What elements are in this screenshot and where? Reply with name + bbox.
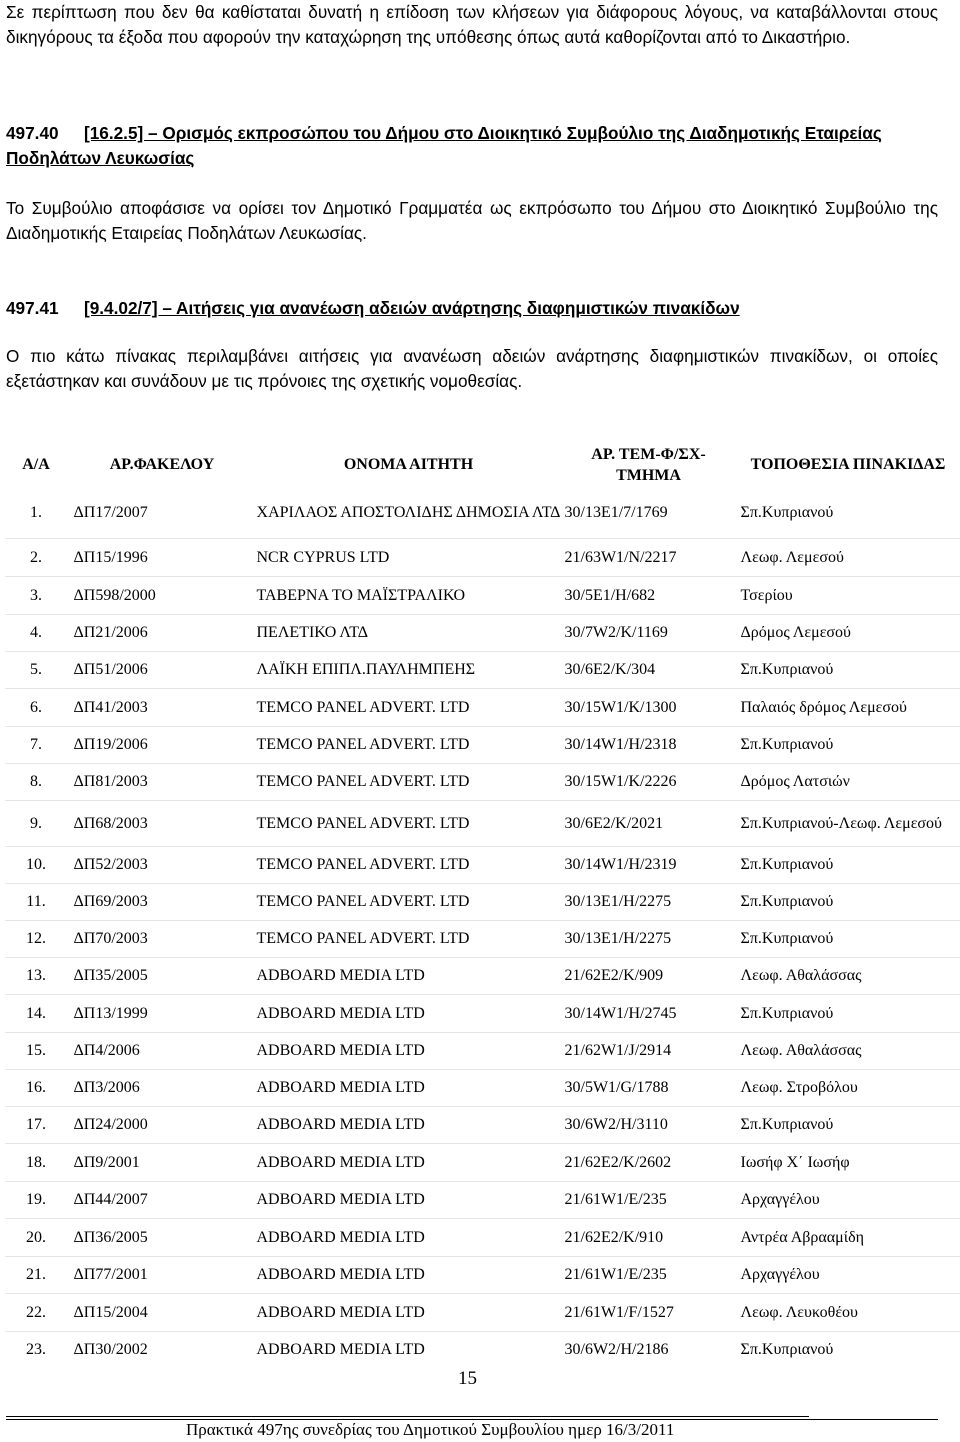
reference-cell: 30/13Ε1/7/1769 <box>564 503 668 521</box>
location-cell: Λεωφ. Λεμεσού <box>737 539 960 577</box>
file-number-cell: ΔΠ598/2000 <box>68 577 257 615</box>
applicant-name-cell: TEMCO PANEL ADVERT. LTD <box>257 847 561 884</box>
reference-cell: 30/15W1/K/2226 <box>561 764 737 801</box>
table-row <box>5 1294 960 1332</box>
footer-text: Πρακτικά 497ης συνεδρίας του Δημοτικού Συμβουλίου ημερ 16/3/2011 <box>186 1420 675 1439</box>
location-cell: Σπ.Κυπριανού <box>737 652 960 689</box>
file-number-cell: ΔΠ69/2003 <box>68 884 257 921</box>
location-cell: Λεωφ. Λευκοθέου <box>737 1294 960 1332</box>
file-number-cell: ΔΠ52/2003 <box>68 847 257 884</box>
applicant-name-cell: ADBOARD MEDIA LTD <box>257 1219 561 1257</box>
item-body-497-41: Ο πιο κάτω πίνακας περιλαμβάνει αιτήσεις για ανανέωση αδειών ανάρτησης διαφημιστικών πινακίδων, οι οποίες εξετάστηκαν και συνάδουν με τις πρόνοιες της σχετικής νομοθεσίας. <box>6 346 938 391</box>
file-number-cell: ΔΠ51/2006 <box>68 652 257 689</box>
item-title: [16.2.5] – Ορισμός εκπροσώπου του Δήμου στο Διοικητικό Συμβούλιο της Διαδημοτικής Εταιρείας Ποδηλάτων Λευκωσίας <box>6 123 882 168</box>
row-number: 20. <box>5 1219 68 1257</box>
applicant-name-cell: ADBOARD MEDIA LTD <box>257 1182 561 1219</box>
table-row <box>5 1107 960 1144</box>
applicant-name-cell: ADBOARD MEDIA LTD <box>257 1107 561 1144</box>
file-number-cell: ΔΠ68/2003 <box>68 801 257 847</box>
file-number-cell: ΔΠ9/2001 <box>68 1144 257 1182</box>
location-cell: Σπ.Κυπριανού <box>737 727 960 764</box>
location-cell: Αρχαγγέλου <box>737 1182 960 1219</box>
row-number: 7. <box>5 727 68 764</box>
location-cell: Σπ.Κυπριανού <box>740 503 834 521</box>
table-row <box>5 615 960 652</box>
file-number-cell: ΔΠ36/2005 <box>68 1219 257 1257</box>
reference-cell: 30/5Ε1/Η/682 <box>561 577 737 615</box>
table-row <box>5 1070 960 1107</box>
reference-cell: 21/63W1/N/2217 <box>561 539 737 577</box>
location-cell: Αντρέα Αβρααμίδη <box>737 1219 960 1257</box>
file-number-cell: ΔΠ70/2003 <box>68 921 257 958</box>
file-number-cell: ΔΠ21/2006 <box>68 615 257 652</box>
file-number-cell: ΔΠ3/2006 <box>68 1070 257 1107</box>
table-row <box>5 1182 960 1219</box>
table-row <box>5 1144 960 1182</box>
reference-cell: 30/6W2/H/3110 <box>561 1107 737 1144</box>
table-row <box>5 1219 960 1257</box>
applicant-name-cell: ADBOARD MEDIA LTD <box>257 1144 561 1182</box>
applicant-name-cell: ADBOARD MEDIA LTD <box>257 1070 561 1107</box>
file-number-cell: ΔΠ77/2001 <box>68 1257 257 1294</box>
location-cell: Σπ.Κυπριανού <box>737 1107 960 1144</box>
location-cell: Τσερίου <box>737 577 960 615</box>
applicant-name-cell: ΤΑΒΕΡΝΑ ΤΟ ΜΑΪΣΤΡΑΛΙΚΟ <box>257 577 561 615</box>
applicant-name-cell: TEMCO PANEL ADVERT. LTD <box>257 727 561 764</box>
reference-cell: 30/15W1/K/1300 <box>561 689 737 727</box>
row-number: 15. <box>5 1033 68 1070</box>
row-number: 3. <box>5 577 68 615</box>
reference-cell: 21/62W1/J/2914 <box>561 1033 737 1070</box>
reference-cell: 30/6Ε2/Κ/304 <box>561 652 737 689</box>
reference-cell: 21/61W1/E/235 <box>561 1257 737 1294</box>
reference-cell: 21/61W1/F/1527 <box>561 1294 737 1332</box>
location-cell: Σπ.Κυπριανού <box>737 1332 960 1369</box>
reference-cell: 21/62Ε2/Κ/909 <box>561 958 737 995</box>
applicant-name-cell: ΧΑΡΙΛΑΟΣ ΑΠΟΣΤΟΛΙΔΗΣ ΔΗΜΟΣΙΑ ΛΤΔ <box>256 503 561 521</box>
row-number: 12. <box>5 921 68 958</box>
applicant-name-cell: NCR CYPRUS LTD <box>257 539 561 577</box>
table-row <box>5 689 960 727</box>
table-row <box>5 847 960 884</box>
row-number: 6. <box>5 689 68 727</box>
row-number: 1. <box>30 503 42 521</box>
location-cell: Παλαιός δρόμος Λεμεσού <box>737 689 960 727</box>
file-number-cell: ΔΠ13/1999 <box>68 995 257 1033</box>
table-row <box>5 995 960 1033</box>
row-number: 18. <box>5 1144 68 1182</box>
row-number: 10. <box>5 847 68 884</box>
row-number: 21. <box>5 1257 68 1294</box>
applicant-name-cell: ΠΕΛΕΤΙΚΟ ΛΤΔ <box>257 615 561 652</box>
location-cell: Ιωσήφ Χ΄ Ιωσήφ <box>737 1144 960 1182</box>
applicant-name-cell: ADBOARD MEDIA LTD <box>257 958 561 995</box>
location-cell: Λεωφ. Αθαλάσσας <box>737 958 960 995</box>
table-row <box>5 801 960 847</box>
header-location: ΤΟΠΟΘΕΣΙΑ ΠΙΝΑΚΙΔΑΣ <box>737 443 960 487</box>
applicant-name-cell: ΛΑΪΚΗ ΕΠΙΠΛ.ΠΑΥΛΗΜΠΕΗΣ <box>257 652 561 689</box>
footer-divider <box>6 1416 809 1417</box>
applicant-name-cell: ADBOARD MEDIA LTD <box>257 1033 561 1070</box>
file-number-cell: ΔΠ30/2002 <box>68 1332 257 1369</box>
reference-cell: 30/7W2/K/1169 <box>561 615 737 652</box>
item-number: 497.40 <box>6 123 59 143</box>
header-applicant-name: ΟΝΟΜΑ ΑΙΤΗΤΗ <box>257 443 561 487</box>
location-cell: Δρόμος Λεμεσού <box>737 615 960 652</box>
reference-cell: 21/62Ε2/Κ/910 <box>561 1219 737 1257</box>
row-number: 16. <box>5 1070 68 1107</box>
reference-cell: 30/6Ε2/Κ/2021 <box>561 801 737 847</box>
location-cell: Σπ.Κυπριανού <box>737 995 960 1033</box>
file-number-cell: ΔΠ19/2006 <box>68 727 257 764</box>
page-number: 15 <box>458 1368 477 1389</box>
table-header-row <box>5 443 960 487</box>
header-reference: ΑΡ. ΤΕΜ-Φ/ΣΧ-ΤΜΗΜΑ <box>561 443 737 487</box>
row-number: 2. <box>5 539 68 577</box>
row-number: 11. <box>5 884 68 921</box>
location-cell: Δρόμος Λατσιών <box>737 764 960 801</box>
item-heading-497-40 <box>6 121 938 171</box>
applicant-name-cell: TEMCO PANEL ADVERT. LTD <box>257 801 561 847</box>
applicant-name-cell: TEMCO PANEL ADVERT. LTD <box>257 689 561 727</box>
row-number: 8. <box>5 764 68 801</box>
reference-cell: 30/14W1/H/2319 <box>561 847 737 884</box>
row-number: 19. <box>5 1182 68 1219</box>
location-cell: Σπ.Κυπριανού <box>737 847 960 884</box>
file-number-cell: ΔΠ41/2003 <box>68 689 257 727</box>
item-heading-497-41 <box>6 296 938 321</box>
location-cell: Λεωφ. Αθαλάσσας <box>737 1033 960 1070</box>
item-title: [9.4.02/7] – Αιτήσεις για ανανέωση αδειών ανάρτησης διαφημιστικών πινακίδων <box>84 298 740 318</box>
file-number-cell: ΔΠ4/2006 <box>68 1033 257 1070</box>
row-number: 22. <box>5 1294 68 1332</box>
table-row <box>5 1257 960 1294</box>
reference-cell: 30/13Ε1/Η/2275 <box>561 884 737 921</box>
applicant-name-cell: TEMCO PANEL ADVERT. LTD <box>257 764 561 801</box>
location-cell: Σπ.Κυπριανού <box>737 884 960 921</box>
reference-cell: 30/14W1/H/2318 <box>561 727 737 764</box>
table-row <box>5 487 960 539</box>
table-row <box>5 958 960 995</box>
row-number: 13. <box>5 958 68 995</box>
location-cell: Αρχαγγέλου <box>737 1257 960 1294</box>
table-row <box>5 1033 960 1070</box>
row-number: 5. <box>5 652 68 689</box>
table-row <box>5 577 960 615</box>
table-row <box>5 652 960 689</box>
row-number: 9. <box>5 801 68 847</box>
file-number-cell: ΔΠ81/2003 <box>68 764 257 801</box>
file-number-cell: ΔΠ17/2007 <box>73 503 148 521</box>
table-row <box>5 884 960 921</box>
table-row <box>5 921 960 958</box>
header-file-number: ΑΡ.ΦΑΚΕΛΟΥ <box>68 443 257 487</box>
header-aa: Α/Α <box>5 443 68 487</box>
file-number-cell: ΔΠ15/1996 <box>68 539 257 577</box>
reference-cell: 21/62Ε2/Κ/2602 <box>561 1144 737 1182</box>
reference-cell: 30/14W1/H/2745 <box>561 995 737 1033</box>
applicant-name-cell: ADBOARD MEDIA LTD <box>257 995 561 1033</box>
location-cell: Σπ.Κυπριανού <box>737 921 960 958</box>
file-number-cell: ΔΠ24/2000 <box>68 1107 257 1144</box>
applicant-name-cell: TEMCO PANEL ADVERT. LTD <box>257 921 561 958</box>
location-cell: Σπ.Κυπριανού-Λεωφ. Λεμεσού <box>737 801 960 847</box>
table-row <box>5 539 960 577</box>
reference-cell: 30/13Ε1/Η/2275 <box>561 921 737 958</box>
table-row <box>5 1332 960 1369</box>
file-number-cell: ΔΠ15/2004 <box>68 1294 257 1332</box>
item-number: 497.41 <box>6 298 59 318</box>
applicant-name-cell: ADBOARD MEDIA LTD <box>257 1257 561 1294</box>
applicant-name-cell: TEMCO PANEL ADVERT. LTD <box>257 884 561 921</box>
intro-paragraph: Σε περίπτωση που δεν θα καθίσταται δυνατή η επίδοση των κλήσεων για διάφορους λόγους, να καταβάλλονται στους δικηγόρους τα έξοδα που αφορούν την καταχώρηση της υπόθεσης όπως αυτά καθορίζονται από το Δικαστήριο. <box>6 2 938 47</box>
table-row <box>5 727 960 764</box>
reference-cell: 30/6W2/H/2186 <box>561 1332 737 1369</box>
file-number-cell: ΔΠ35/2005 <box>68 958 257 995</box>
row-number: 4. <box>5 615 68 652</box>
file-number-cell: ΔΠ44/2007 <box>68 1182 257 1219</box>
applications-table <box>4 442 960 1369</box>
reference-cell: 30/5W1/G/1788 <box>561 1070 737 1107</box>
table-row <box>5 764 960 801</box>
row-number: 23. <box>5 1332 68 1369</box>
applicant-name-cell: ADBOARD MEDIA LTD <box>257 1294 561 1332</box>
reference-cell: 21/61W1/E/235 <box>561 1182 737 1219</box>
item-body-497-40: Το Συμβούλιο αποφάσισε να ορίσει τον Δημοτικό Γραμματέα ως εκπρόσωπο του Δήμου στο Διοικητικό Συμβούλιο της Διαδημοτικής Εταιρείας Ποδηλάτων Λευκωσίας. <box>6 198 938 243</box>
applicant-name-cell: ADBOARD MEDIA LTD <box>257 1332 561 1369</box>
row-number: 17. <box>5 1107 68 1144</box>
location-cell: Λεωφ. Στροβόλου <box>737 1070 960 1107</box>
row-number: 14. <box>5 995 68 1033</box>
